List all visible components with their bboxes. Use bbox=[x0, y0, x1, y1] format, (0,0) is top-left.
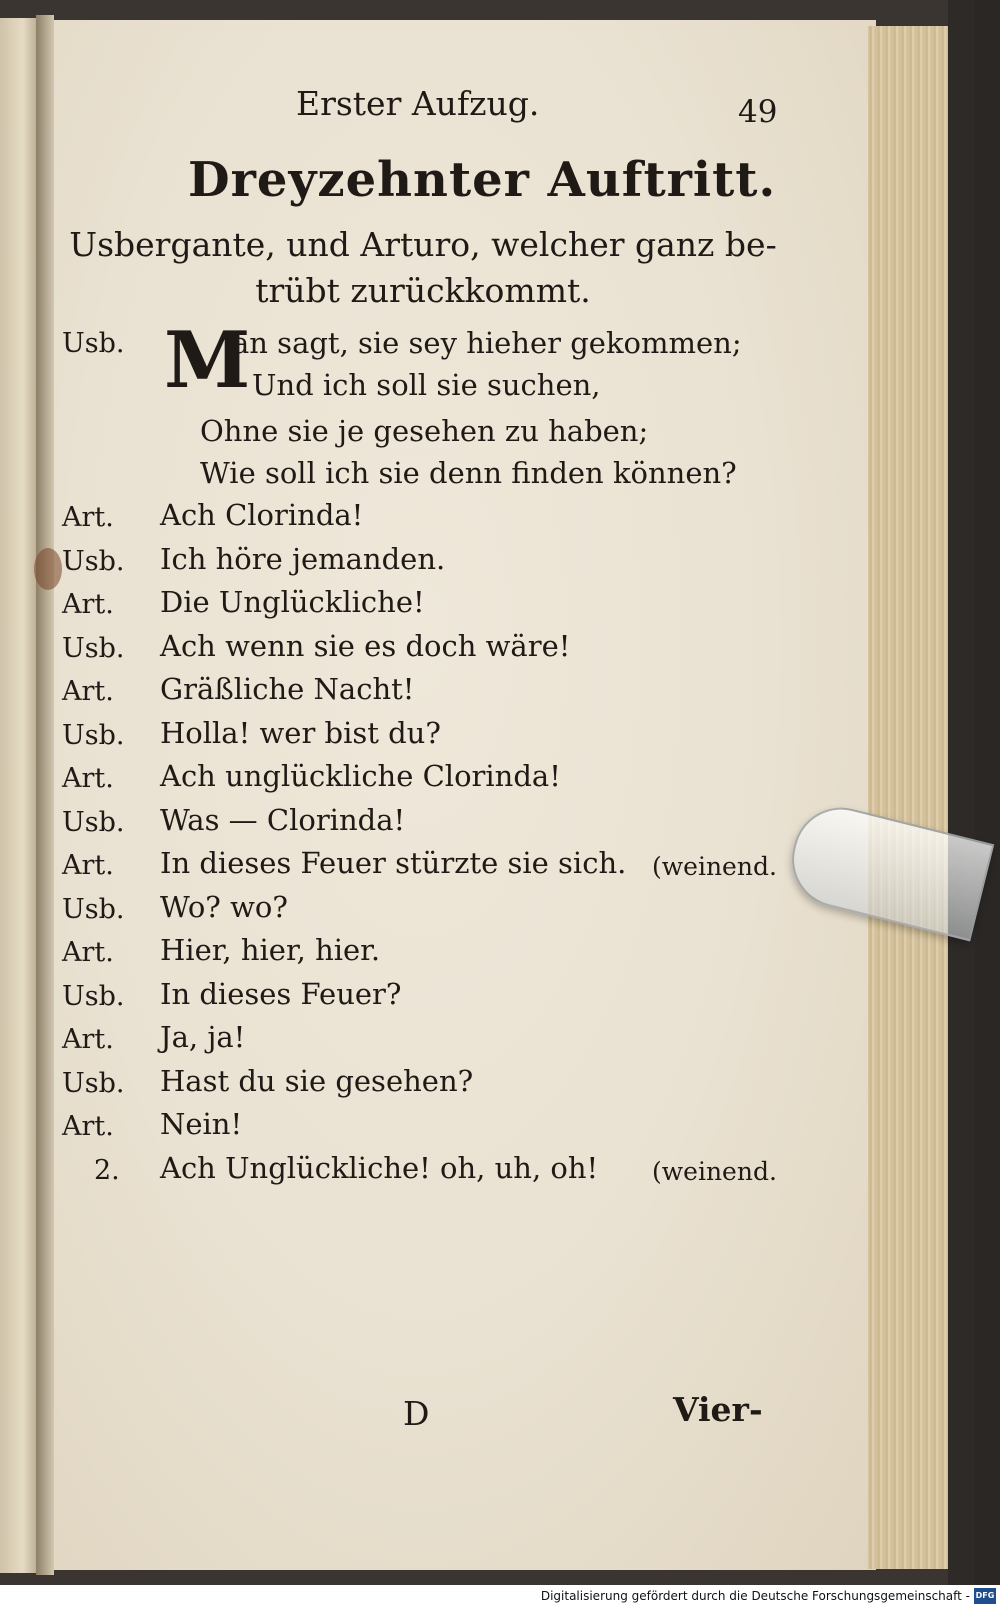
verse-line: Ohne sie je gesehen zu haben; bbox=[200, 414, 649, 448]
speech-line: Die Unglückliche! bbox=[160, 585, 425, 619]
speaker-label: Art. bbox=[62, 502, 114, 533]
running-head: Erster Aufzug. bbox=[296, 84, 540, 123]
speaker-label: 2. bbox=[94, 1155, 120, 1186]
speech-line: Gräßliche Nacht! bbox=[160, 672, 415, 706]
speaker-label: Art. bbox=[62, 937, 114, 968]
speech-line: Nein! bbox=[160, 1107, 243, 1141]
speech-line: Ach Unglückliche! oh, uh, oh! bbox=[160, 1151, 599, 1185]
speaker-label: Art. bbox=[62, 850, 114, 881]
speaker-label: Art. bbox=[62, 763, 114, 794]
digitization-credit: Digitalisierung gefördert durch die Deutsche Forschungsgemeinschaft - bbox=[540, 1589, 970, 1603]
page-stack-edge bbox=[868, 26, 950, 1569]
verse-line: Und ich soll sie suchen, bbox=[252, 368, 601, 402]
verse-line: an sagt, sie sey hieher gekommen; bbox=[232, 326, 742, 360]
stage-direction: Usbergante, und Arturo, welcher ganz be- trübt zurückkommt. bbox=[69, 225, 777, 310]
drop-capital: M bbox=[164, 315, 251, 406]
dfg-logo: DFG bbox=[974, 1588, 996, 1604]
speech-line: Ja, ja! bbox=[160, 1020, 246, 1054]
speech-line: Hast du sie gesehen? bbox=[160, 1064, 474, 1098]
speaker-label: Art. bbox=[62, 1111, 114, 1142]
speaker-label: Usb. bbox=[62, 328, 125, 359]
ink-stain bbox=[34, 548, 62, 590]
verse-line: Wie soll ich sie denn finden können? bbox=[200, 456, 737, 490]
speaker-label: Usb. bbox=[62, 807, 125, 838]
speech-line: Ach unglückliche Clorinda! bbox=[160, 759, 561, 793]
speech-line: Ach Clorinda! bbox=[160, 498, 364, 532]
stage-aside: (weinend. bbox=[652, 852, 777, 881]
speech-line: Hier, hier, hier. bbox=[160, 933, 381, 967]
scene-title: Dreyzehnter Auftritt. bbox=[188, 152, 777, 208]
stage-aside: (weinend. bbox=[652, 1157, 777, 1186]
speaker-label: Art. bbox=[62, 1024, 114, 1055]
speaker-label: Art. bbox=[62, 589, 114, 620]
speech-line: Holla! wer bist du? bbox=[160, 716, 441, 750]
speech-line: In dieses Feuer? bbox=[160, 977, 402, 1011]
speech-line: Was — Clorinda! bbox=[160, 803, 406, 837]
catchword: Vier- bbox=[673, 1390, 763, 1429]
speaker-label: Usb. bbox=[62, 894, 125, 925]
left-page-edge bbox=[0, 18, 38, 1573]
speech-line: Wo? wo? bbox=[160, 890, 288, 924]
speaker-label: Usb. bbox=[62, 720, 125, 751]
speaker-label: Usb. bbox=[62, 546, 125, 577]
speech-line: Ach wenn sie es doch wäre! bbox=[160, 629, 571, 663]
signature-mark: D bbox=[403, 1394, 430, 1433]
speaker-label: Usb. bbox=[62, 981, 125, 1012]
speaker-label: Usb. bbox=[62, 633, 125, 664]
page-gutter bbox=[36, 15, 54, 1575]
speaker-label: Usb. bbox=[62, 1068, 125, 1099]
scan-edge bbox=[948, 0, 975, 1585]
page-number: 49 bbox=[738, 94, 778, 130]
speaker-label: Art. bbox=[62, 676, 114, 707]
speech-line: Ich höre jemanden. bbox=[160, 542, 446, 576]
speech-line: In dieses Feuer stürzte sie sich. bbox=[160, 846, 627, 880]
